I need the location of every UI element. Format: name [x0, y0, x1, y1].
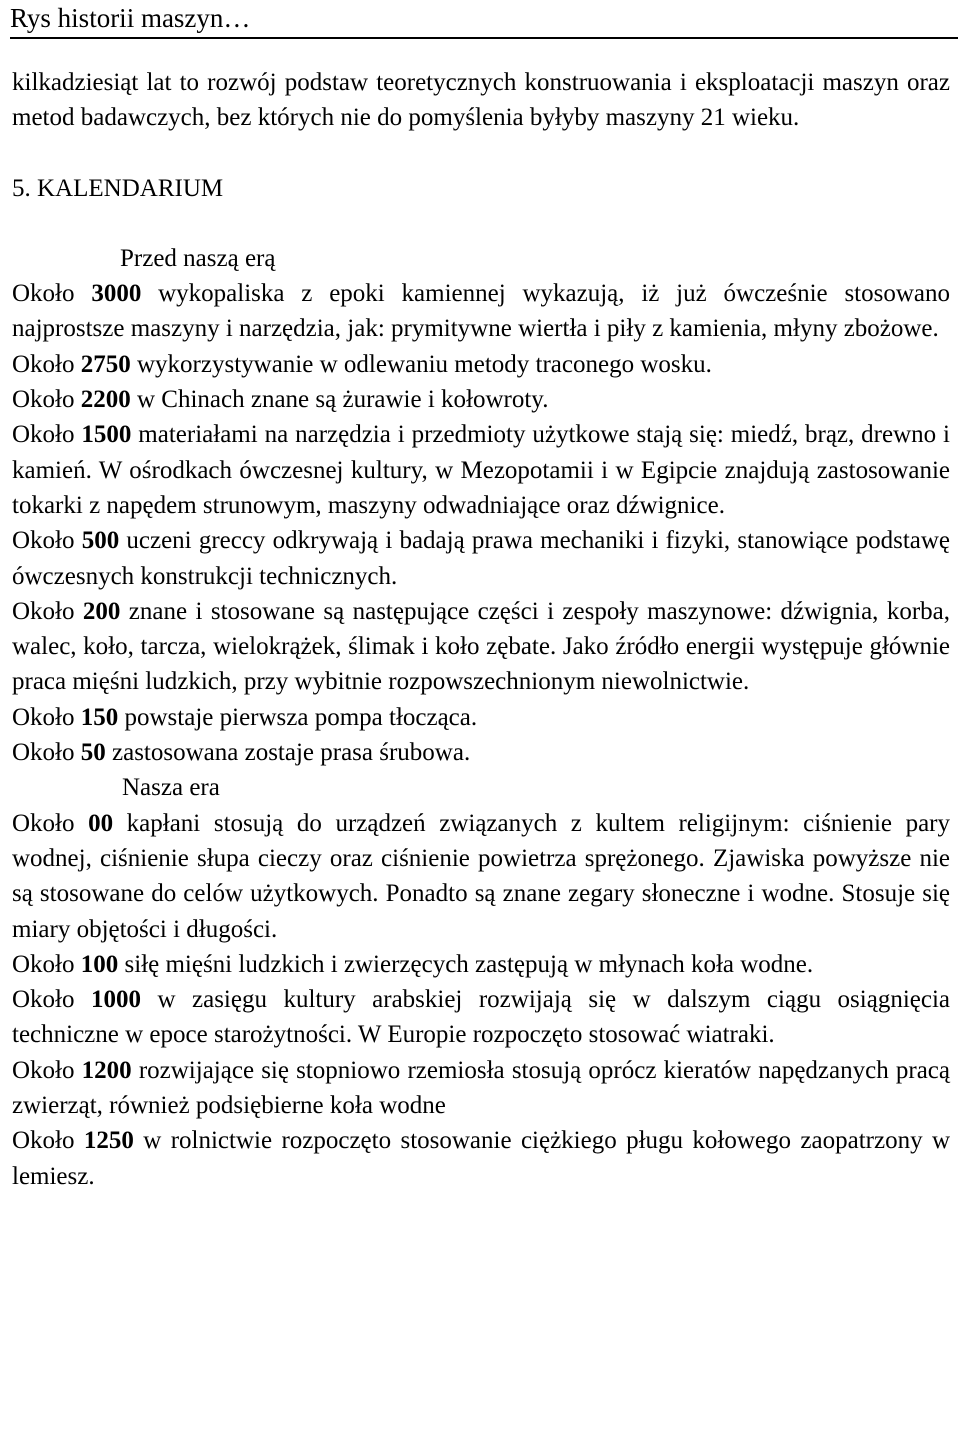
- timeline-entry: Około 2200 w Chinach znane są żurawie i kołowroty.: [12, 386, 549, 414]
- intro-paragraph: kilkadziesiąt lat to rozwój podstaw teoretycznych konstruowania i eksploatacji maszyn oraz metod badawczych, bez których nie do pomyślenia byłyby maszyny 21 wieku.: [12, 69, 950, 132]
- timeline-entry: Około 1250 w rolnictwie rozpoczęto stosowanie ciężkiego pługu kołowego zaopatrzony w lemiesz.: [12, 1127, 950, 1190]
- entry-year: 1000: [90, 986, 141, 1014]
- entry-year: 2750: [80, 350, 131, 378]
- timeline-entry: Około 3000 wykopaliska z epoki kamiennej wykazują, iż już ówcześnie stosowano najprostsze maszyny i narzędzia, jak: prymitywne wiertła i piły z kamienia, młyny zbożowe.: [12, 280, 951, 343]
- timeline-entry: Około 100 siłę mięśni ludzkich i zwierzęcych zastępują w młynach koła wodne.: [12, 950, 814, 978]
- timeline-entry: Około 500 uczeni greccy odkrywają i badają prawa mechaniki i fizyki, stanowiące podstawę ówczesnych konstrukcji technicznych.: [12, 527, 951, 590]
- entry-year: 3000: [91, 280, 142, 308]
- timeline-entry: Około 00 kapłani stosują do urządzeń związanych z kultem religijnym: ciśnienie pary wodnej, ciśnienie słupa cieczy oraz ciśnienie powietrza sprężonego. Zjawiska powyższe nie są stosowane do celów użytkowych. Ponadto są znane zegary słoneczne i wodne. Stosuje się miary objętości i długości.: [12, 809, 951, 943]
- era-label-after: Nasza era: [122, 774, 220, 802]
- timeline-entry: Około 1200 rozwijające się stopniowo rzemiosła stosują oprócz kieratów napędzanych pracą zwierząt, również podsiębierne koła wodne: [12, 1056, 950, 1120]
- running-header-title: Rys historii maszyn…: [10, 3, 251, 33]
- timeline-entry: Około 150 powstaje pierwsza pompa tłocząca.: [12, 703, 478, 731]
- entry-year: 1250: [83, 1127, 134, 1155]
- era-label-before: Przed naszą erą: [120, 244, 276, 272]
- header-divider: [10, 37, 958, 39]
- timeline-entry: Około 50 zastosowana zostaje prasa śrubowa.: [12, 739, 471, 767]
- entry-year: 100: [80, 950, 119, 978]
- entry-year: 200: [82, 597, 121, 625]
- timeline-entry: Około 1500 materiałami na narzędzia i przedmioty użytkowe stają się: miedź, brąz, drewno i kamień. W ośrodkach ówczesnej kultury, w Mezopotamii i w Egipcie znajdują zastosowanie tokarki z napędem strunowym, maszyny odwadniające oraz dźwignice.: [12, 421, 951, 519]
- entry-year: 50: [80, 739, 106, 767]
- entry-year: 00: [88, 809, 114, 837]
- entry-year: 1500: [81, 421, 132, 449]
- entries-before-list: [12, 276, 950, 770]
- timeline-entry: Około 200 znane i stosowane są następujące części i zespoły maszynowe: dźwignia, korba, walec, koło, tarcza, wielokrążek, ślimak i koło zębate. Jako źródło energii występuje głównie praca mięśni ludzkich, przy wybitnie rozpowszechnionym niewolnictwie.: [12, 597, 950, 696]
- timeline-entry: Około 1000 w zasięgu kultury arabskiej rozwijają się w dalszym ciągu osiągnięcia techniczne w epoce starożytności. W Europie rozpoczęto stosować wiatraki.: [12, 986, 951, 1049]
- entry-year: 2200: [80, 386, 131, 414]
- timeline-entry: Około 2750 wykorzystywanie w odlewaniu metody traconego wosku.: [12, 350, 712, 378]
- section-heading: 5. KALENDARIUM: [12, 174, 224, 202]
- document-body: [12, 65, 950, 1194]
- entry-year: 150: [80, 703, 119, 731]
- entries-after-list: [12, 806, 950, 1194]
- page-header: [0, 0, 960, 40]
- entry-year: 500: [81, 527, 120, 555]
- entry-year: 1200: [81, 1056, 132, 1084]
